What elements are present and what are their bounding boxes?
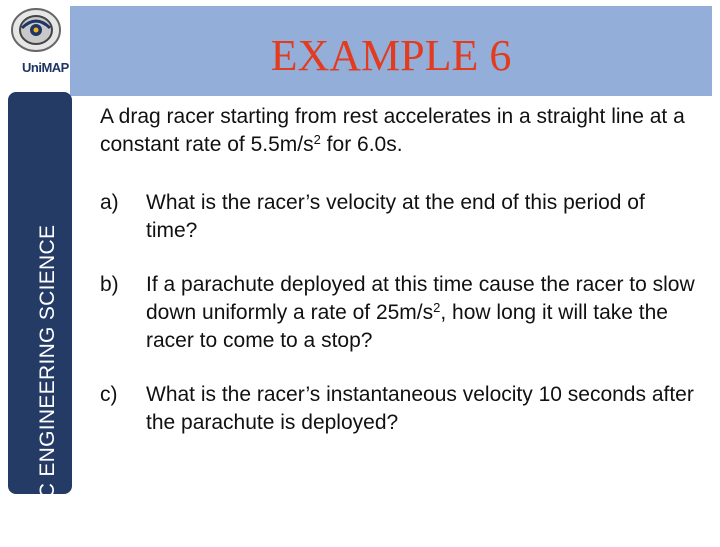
question-superscript: 2 xyxy=(433,300,441,315)
page-title: EXAMPLE 6 xyxy=(270,31,512,80)
question-text-end: , how long it will take the racer to come to a stop? xyxy=(146,301,668,352)
question-label: a) xyxy=(100,191,119,214)
question-text: What is the racer’s instantaneous velocity 10 seconds after the parachute is deployed? xyxy=(146,383,694,434)
university-crest-icon xyxy=(6,6,70,62)
question-label: b) xyxy=(100,273,119,296)
university-logo xyxy=(6,6,70,82)
problem-content xyxy=(100,103,700,463)
intro-text: A drag racer starting from rest accelerates in a straight line at a constant rate of 5.5m/s xyxy=(100,105,685,156)
question-text: What is the racer’s velocity at the end of this period of time? xyxy=(146,191,645,242)
sidebar-label: BASIC ENGINEERING SCIENCE xyxy=(36,224,59,547)
intro-text-end: for 6.0s. xyxy=(320,133,403,156)
intro-superscript: 2 xyxy=(313,132,321,147)
question-label: c) xyxy=(100,383,118,406)
question-c xyxy=(100,381,700,437)
title-bar xyxy=(70,6,712,96)
logo-text: UniMAP xyxy=(22,60,69,75)
question-b xyxy=(100,271,700,355)
question-text-part: If a parachute deployed at this time cause the racer to slow down uniformly a rate of 25m/s xyxy=(146,273,695,324)
problem-statement xyxy=(100,103,700,159)
sidebar xyxy=(8,92,72,547)
question-text xyxy=(146,271,700,355)
question-a xyxy=(100,189,700,245)
